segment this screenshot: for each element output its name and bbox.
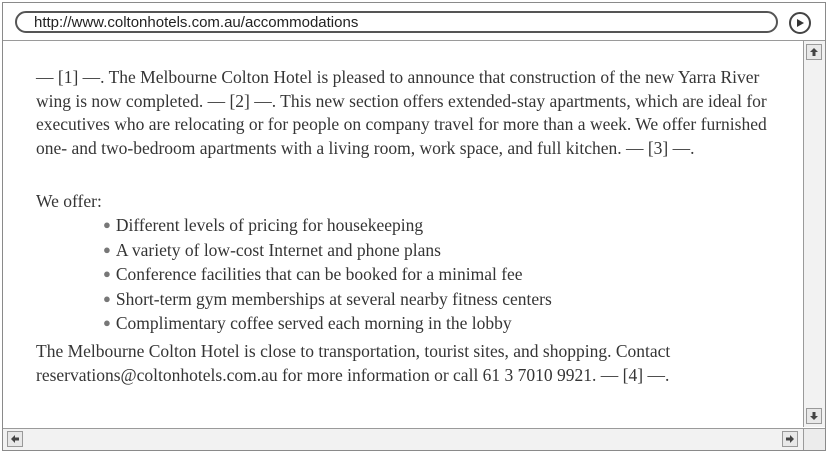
intro-paragraph: — [1] —. The Melbourne Colton Hotel is pleased to announce that construction of the new Yarra River wing is now completed. — [2] —. This new section offers extended-stay apartments, which are ideal for executives who are relocating or for people on company travel for more than a week. We offer furnished one- and two-bedroom apartments with a living room, work space, and full kitchen. — [3] —. [36, 67, 767, 158]
page-content [3, 41, 803, 427]
list-item: ● Short-term gym memberships at several nearby fitness centers [103, 288, 552, 309]
browser-window [2, 2, 826, 451]
scroll-right-button[interactable] [782, 431, 798, 447]
scroll-up-button[interactable] [806, 44, 822, 60]
bullet-icon: ● [103, 315, 111, 330]
scroll-down-button[interactable] [806, 408, 822, 424]
go-button[interactable] [789, 12, 811, 34]
bullet-icon: ● [103, 241, 111, 257]
bullet-icon: ● [103, 290, 111, 306]
offer-list [103, 214, 552, 337]
browser-toolbar [3, 3, 825, 41]
bullet-icon: ● [103, 217, 111, 232]
arrow-left-icon [10, 434, 20, 444]
scroll-left-button[interactable] [7, 431, 23, 447]
arrow-down-icon [809, 411, 819, 421]
address-bar[interactable] [15, 11, 778, 33]
bullet-icon: ● [103, 266, 111, 281]
arrow-right-icon [785, 434, 795, 444]
list-item: ● Conference facilities that can be booked for a minimal fee [103, 264, 523, 284]
horizontal-scrollbar[interactable] [3, 428, 803, 450]
offer-heading: We offer: [36, 191, 102, 211]
list-item: ● Complimentary coffee served each morning in the lobby [103, 313, 512, 333]
closing-paragraph: The Melbourne Colton Hotel is close to transportation, tourist sites, and shopping. Contact reservations@coltonhotels.com.au for more information or call 61 3 7010 9921. — [4] —. [36, 341, 671, 385]
scrollbar-corner [803, 428, 825, 450]
play-triangle-icon [795, 18, 805, 28]
vertical-scrollbar[interactable] [803, 41, 825, 427]
arrow-up-icon [809, 47, 819, 57]
list-item: ● A variety of low-cost Internet and phone plans [103, 239, 441, 260]
list-item: ● Different levels of pricing for housekeeping [103, 215, 424, 235]
url-text[interactable]: http://www.coltonhotels.com.au/accommodations [34, 14, 359, 31]
